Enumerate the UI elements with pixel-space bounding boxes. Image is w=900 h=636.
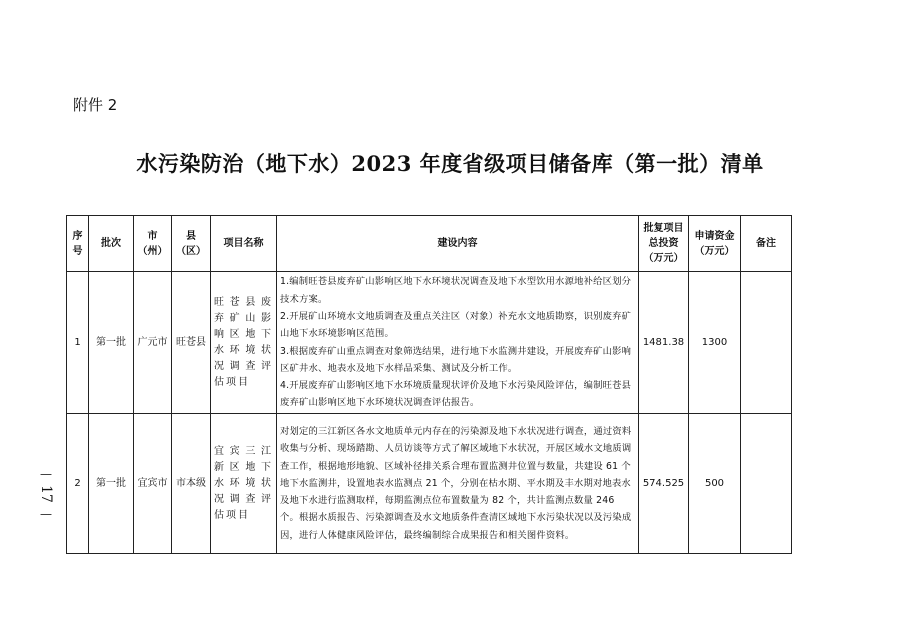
header-applied: 申请资金（万元） xyxy=(689,216,741,272)
cell-approved: 1481.38 xyxy=(639,272,689,414)
table-row xyxy=(67,272,792,414)
page-title: 水污染防治（地下水）2023 年度省级项目储备库（第一批）清单 xyxy=(136,151,764,176)
content-item: 对划定的三江新区各水文地质单元内存在的污染源及地下水状况进行调查，通过资料收集与分析、现场踏勘、人员访谈等方式了解区域地下水状况，开展区域水文地质调查工作，根据地形地貌、区域补径排关系合理布置监测井位置与数量，共建设 61 个地下水监测井，设置地表水监测点 21 个，分别在枯水期、平水期及丰水期对地表水及地下水进行监测取样，每期监测点位布置数量为 82 个，共计监测点数量 246 个。根据水质报告、污染源调查及水文地质条件查清区域地下水污染状况以及污染成因，进行人体健康风险评估，最终编制综合成果报告和相关图件资料。 xyxy=(280,425,632,541)
cell-batch: 第一批 xyxy=(89,272,134,414)
cell-seq: 1 xyxy=(67,272,89,414)
content-item: 1.编制旺苍县废弃矿山影响区地下水环境状况调查及地下水型饮用水源地补给区划分技术方案。 xyxy=(280,276,632,305)
cell-city: 广元市 xyxy=(134,272,172,414)
cell-content xyxy=(277,414,639,554)
cell-project-name: 宜宾三江新区地下水环境状况调查评估项目 xyxy=(211,414,277,554)
cell-applied: 1300 xyxy=(689,272,741,414)
page-dash-top: — xyxy=(40,467,52,481)
cell-remark xyxy=(741,272,792,414)
header-city: 市（州） xyxy=(134,216,172,272)
header-remark: 备注 xyxy=(741,216,792,272)
project-table xyxy=(66,215,792,554)
cell-seq: 2 xyxy=(67,414,89,554)
cell-county: 旺苍县 xyxy=(172,272,211,414)
cell-remark xyxy=(741,414,792,554)
header-batch: 批次 xyxy=(89,216,134,272)
page-number-value: 17 xyxy=(38,485,54,503)
attachment-label: 附件 2 xyxy=(73,96,118,114)
content-item: 3.根据废弃矿山重点调查对象筛选结果，进行地下水监测井建设，开展废弃矿山影响区矿井水、地表水及地下水样品采集、测试及分析工作。 xyxy=(280,345,632,374)
header-content: 建设内容 xyxy=(277,216,639,272)
header-county: 县（区） xyxy=(172,216,211,272)
cell-approved: 574.525 xyxy=(639,414,689,554)
header-approved: 批复项目总投资（万元） xyxy=(639,216,689,272)
cell-project-name: 旺苍县废弃矿山影响区地下水环境状况调查评估项目 xyxy=(211,272,277,414)
content-item: 2.开展矿山环境水文地质调查及重点关注区（对象）补充水文地质勘察，识别废弃矿山地下水环境影响区范围。 xyxy=(280,310,632,340)
content-item: 4.开展废弃矿山影响区地下水环境质量现状评价及地下水污染风险评估，编制旺苍县废弃矿山影响区地下水环境状况调查评估报告。 xyxy=(280,380,632,409)
cell-county: 市本级 xyxy=(172,414,211,554)
cell-content xyxy=(277,272,639,414)
table-header-row xyxy=(67,216,792,272)
header-name: 项目名称 xyxy=(211,216,277,272)
cell-batch: 第一批 xyxy=(89,414,134,554)
cell-city: 宜宾市 xyxy=(134,414,172,554)
cell-applied: 500 xyxy=(689,414,741,554)
table-row xyxy=(67,414,792,554)
page-dash-bottom: — xyxy=(40,507,52,521)
header-seq: 序号 xyxy=(67,216,89,272)
page-number xyxy=(34,468,58,520)
